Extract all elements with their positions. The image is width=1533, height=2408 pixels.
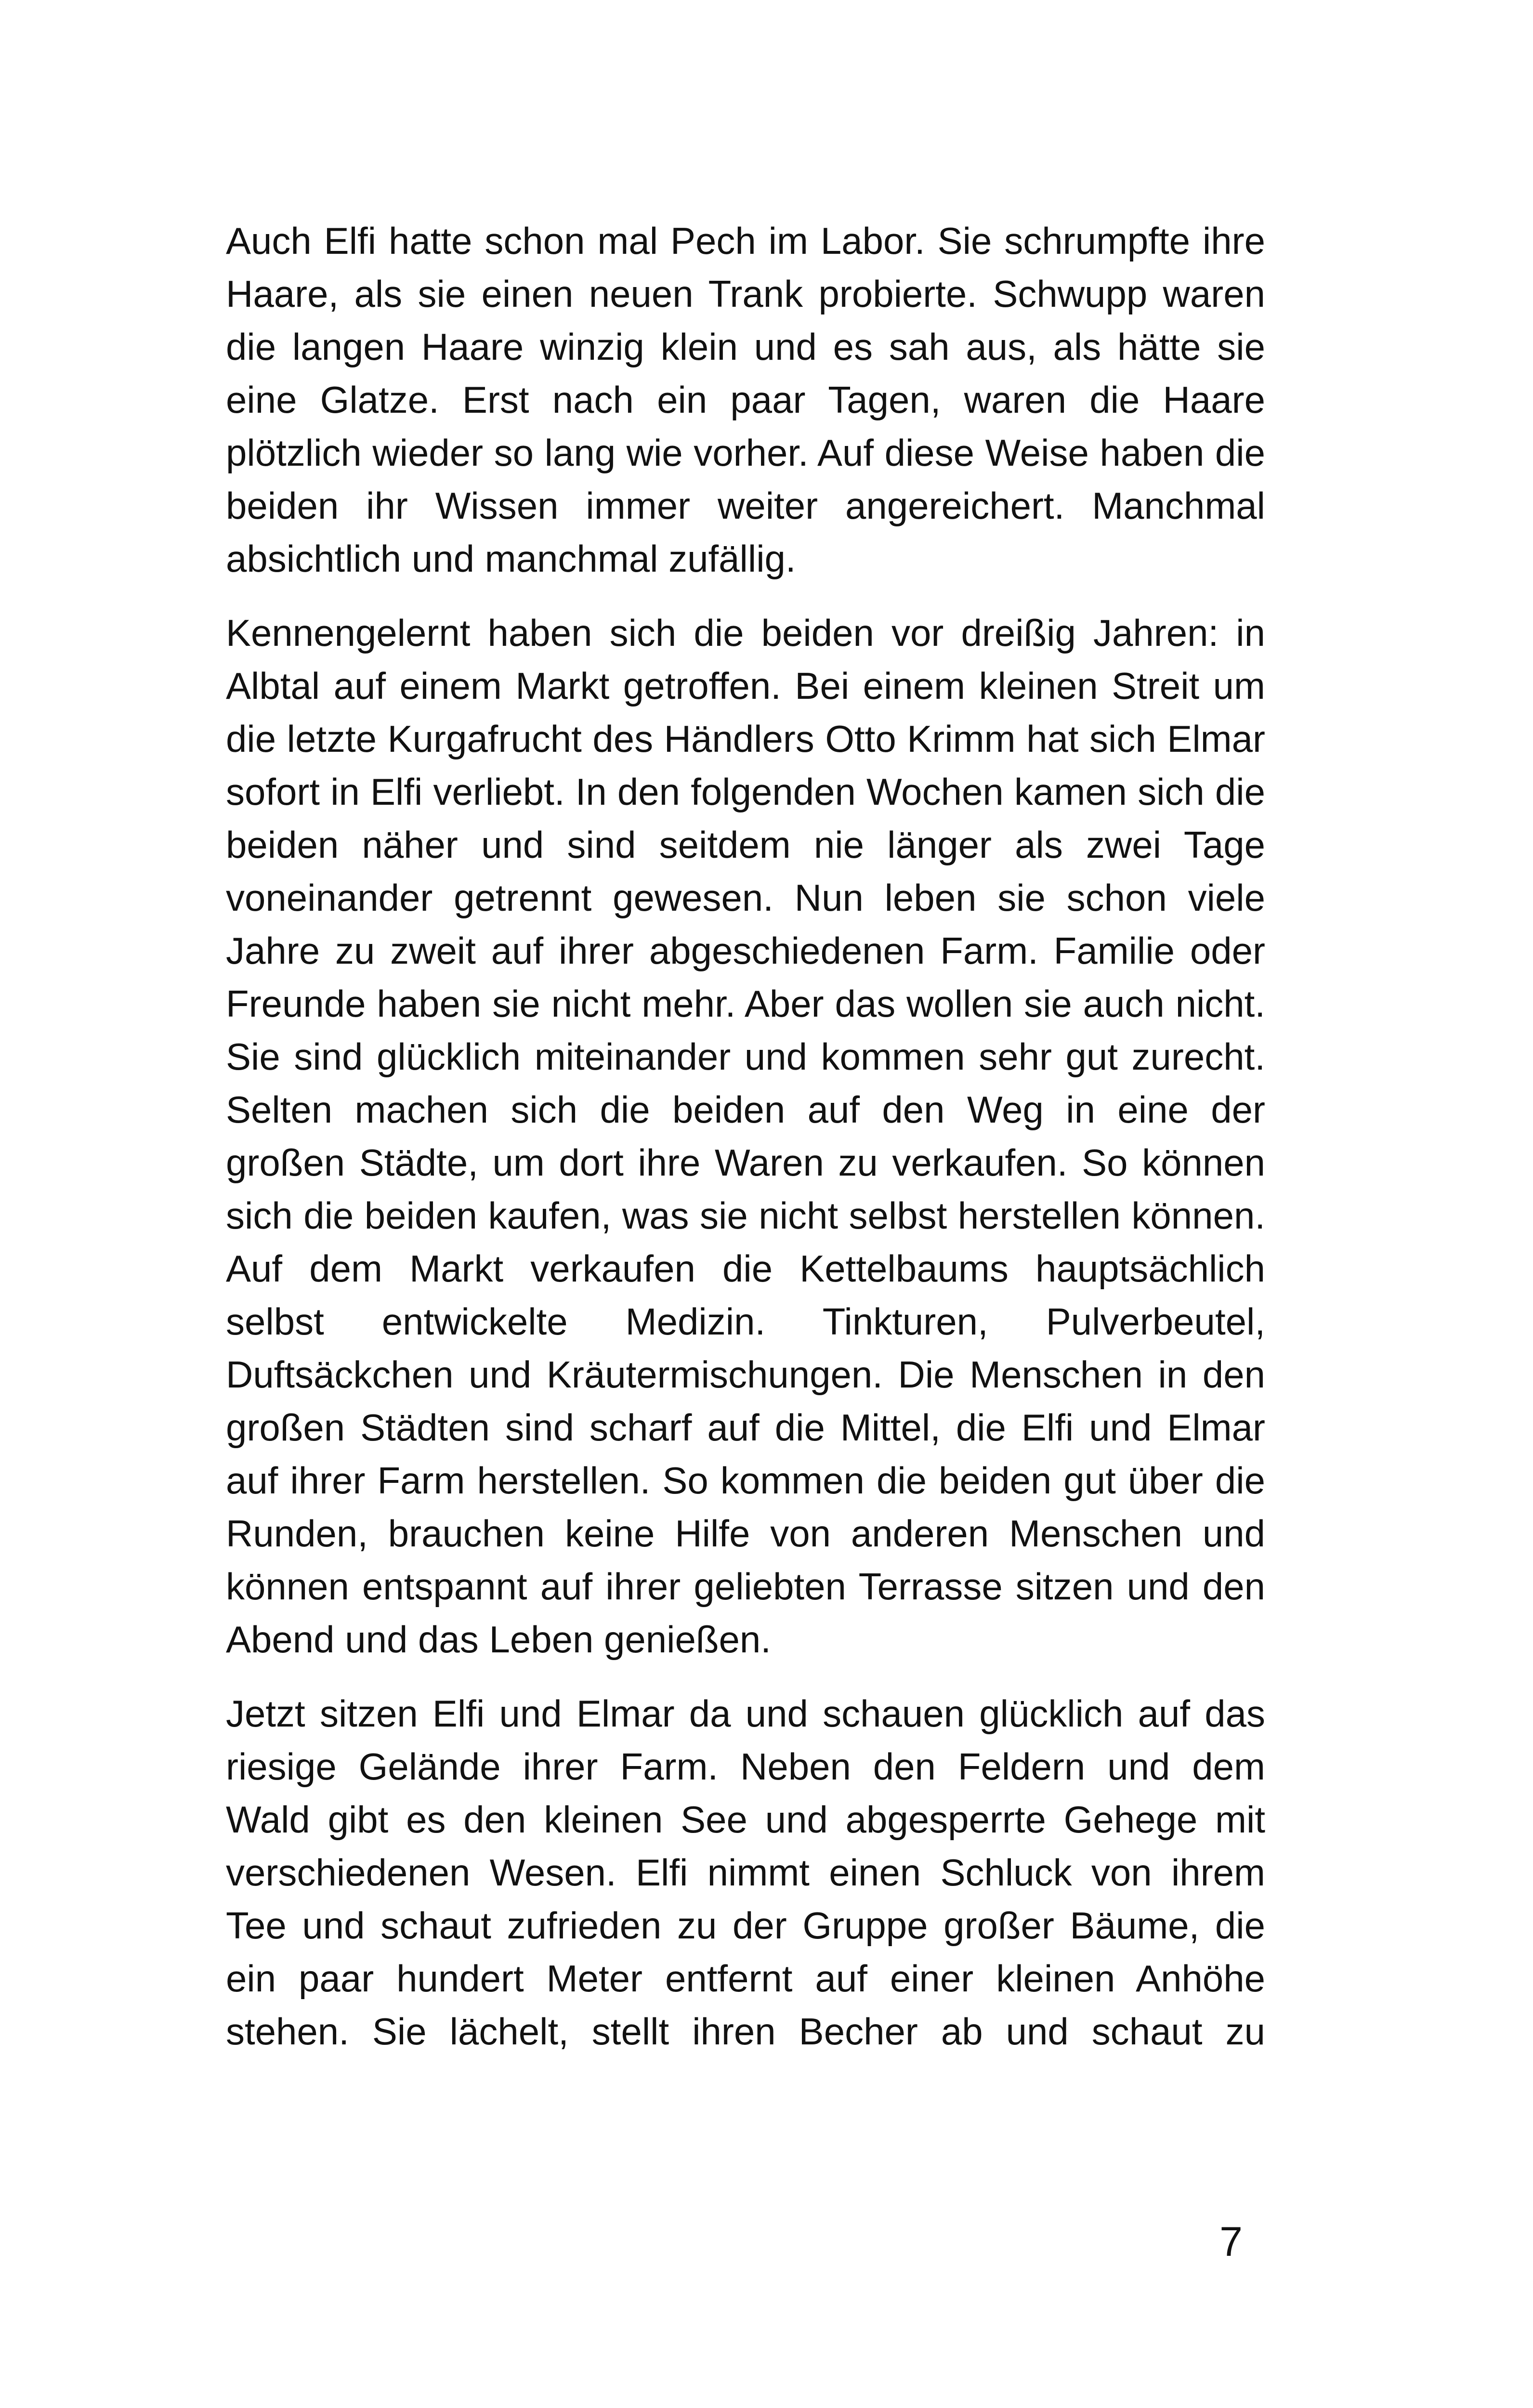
page-number: 7 bbox=[1219, 2219, 1243, 2265]
paragraph-3: Jetzt sitzen Elfi und Elmar da und schauen glücklich auf das riesige Gelände ihrer Farm. Neben den Feldern und dem Wald gibt es den kleinen See und abgesperrte Gehege mit verschiedenen Wesen. Elfi nimmt einen Schluck von ihrem Tee und schaut zufrieden zu der Gruppe großer Bäume, die ein paar hundert Meter entfernt auf einer kleinen Anhöhe stehen. Sie lächelt, stellt ihren Becher ab und schaut zu bbox=[226, 1692, 1265, 2053]
paragraph-1: Auch Elfi hatte schon mal Pech im Labor. Sie schrumpfte ihre Haare, als sie einen neuen Trank probierte. Schwupp waren die langen Haare winzig klein und es sah aus, als hätte sie eine Glatze. Erst nach ein paar Tagen, waren die Haare plötzlich wieder so lang wie vorher. Auf diese Weise haben die beiden ihr Wissen immer weiter angereichert. Manchmal absichtlich und manchmal zufällig. bbox=[226, 220, 1265, 580]
body-text bbox=[226, 214, 1265, 2079]
paragraph-2: Kennengelernt haben sich die beiden vor dreißig Jahren: in Albtal auf einem Markt getroffen. Bei einem kleinen Streit um die letzte Kurgafrucht des Händlers Otto Krimm hat sich Elmar sofort in Elfi verliebt. In den folgenden Wochen kamen sich die beiden näher und sind seitdem nie länger als zwei Tage voneinander getrennt gewesen. Nun leben sie schon viele Jahre zu zweit auf ihrer abgeschiedenen Farm. Familie oder Freunde haben sie nicht mehr. Aber das wollen sie auch nicht. Sie sind glücklich miteinander und kommen sehr gut zurecht. Selten machen sich die beiden auf den Weg in eine der großen Städte, um dort ihre Waren zu verkaufen. So können sich die beiden kaufen, was sie nicht selbst herstellen können. Auf dem Markt verkaufen die Kettelbaums hauptsächlich selbst entwickelte Medizin. Tinkturen, Pulverbeutel, Duftsäckchen und Kräutermischungen. Die Menschen in den großen Städten sind scharf auf die Mittel, die Elfi und Elmar auf ihrer Farm herstellen. So kommen die beiden gut über die Runden, brauchen keine Hilfe von anderen Menschen und können entspannt auf ihrer geliebten Terrasse sitzen und den Abend und das Leben genießen. bbox=[226, 612, 1265, 1661]
